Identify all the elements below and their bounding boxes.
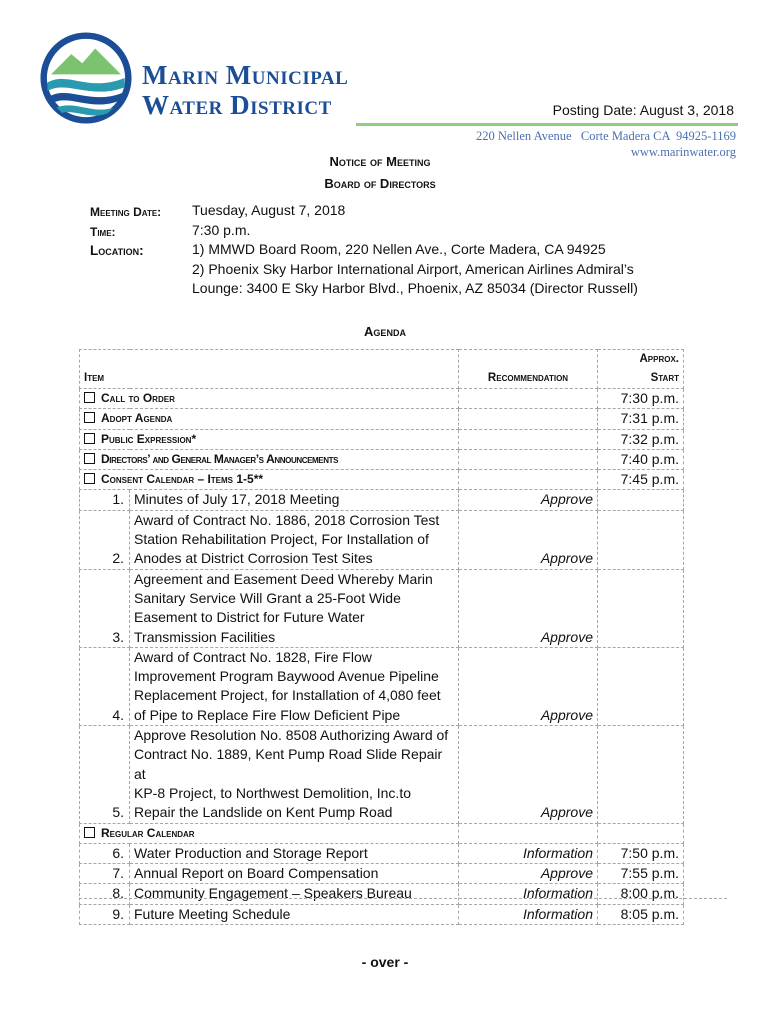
item-title-line: of Pipe to Replace Fire Flow Deficient Pipe [134,706,401,723]
location-value [192,240,638,299]
item-number: 4. [80,647,130,725]
item-title-line: Approve Resolution No. 8508 Authorizing Award of [134,727,449,744]
agenda-item-row [80,904,684,924]
recommendation-header: Recommendation [459,350,598,389]
item-title [130,843,459,863]
meeting-time-value: 7:30 p.m. [192,222,251,238]
item-header: Item [80,350,459,389]
item-title-line: Minutes of July 17, 2018 Meeting [134,491,340,508]
item-title-line: Improvement Program Baywood Avenue Pipeline [134,668,439,685]
section-consent-calendar: Consent Calendar – Items 1-5** [80,470,459,490]
org-name-line1: Marin Municipal [142,60,349,90]
item-start-time [598,726,684,823]
item-title-line: Station Rehabilitation Project, For Installation of [134,531,429,548]
meeting-date-value: Tuesday, August 7, 2018 [192,202,346,218]
section-regular-calendar: Regular Calendar [80,823,459,843]
district-website[interactable]: www.marinwater.org [630,145,736,159]
item-start-time: 7:55 p.m. [598,864,684,884]
item-start-time [598,647,684,725]
item-recommendation: Approve [459,647,598,725]
item-number: 1. [80,490,130,510]
section-time: 7:32 p.m. [598,429,684,449]
item-title-line: Award of Contract No. 1828, Fire Flow [134,648,372,665]
item-recommendation: Approve [459,864,598,884]
item-title [130,569,459,647]
item-number: 9. [80,904,130,924]
item-recommendation: Approve [459,726,598,823]
section-time: 7:40 p.m. [598,449,684,469]
item-title-line: Agreement and Easement Deed Whereby Marin [134,570,433,587]
item-title [130,864,459,884]
meeting-time-label: Time: [90,225,116,239]
item-title [130,904,459,924]
item-title-line: Annual Report on Board Compensation [134,865,379,882]
regular-items [80,843,684,924]
item-recommendation: Information [459,843,598,863]
section-row-announcements [80,449,684,469]
header-rule [356,123,738,126]
agenda-item-row [80,490,684,510]
checkbox-icon[interactable] [84,827,95,838]
item-title-line: KP-8 Project, to Northwest Demolition, Inc.to [134,784,411,801]
item-title-line: Award of Contract No. 1886, 2018 Corrosion Test [134,511,440,528]
mmwd-logo [40,32,132,124]
item-title-line: Future Meeting Schedule [134,905,291,922]
board-title: Board of Directors [324,176,436,191]
item-title-line: Replacement Project, for Installation of 4,080 feet [134,687,441,704]
item-title-line: Anodes at District Corrosion Test Sites [134,550,373,567]
agenda-header-row [80,350,684,389]
location-line-2: 2) Phoenix Sky Harbor International Airport, American Airlines Admiral’s [192,260,634,277]
district-address: 220 Nellen Avenue Corte Madera CA 94925-1169 [475,129,736,143]
checkbox-icon[interactable] [84,392,95,403]
checkbox-icon[interactable] [84,412,95,423]
item-recommendation: Information [459,904,598,924]
section-announcements: Directors’ and General Manager’s Announcements [80,449,459,469]
location-line-1: 1) MMWD Board Room, 220 Nellen Ave., Corte Madera, CA 94925 [192,241,606,257]
page-divider [79,898,727,899]
section-time: 7:31 p.m. [598,409,684,429]
item-title-line: Transmission Facilities [134,628,276,645]
agenda-item-row [80,647,684,725]
approx-label: Approx. [639,353,679,365]
item-title-line: Repair the Landslide on Kent Pump Road [134,804,393,821]
org-name-line2: Water District [142,90,332,120]
section-public-expression: Public Expression* [80,429,459,449]
approx-start-header [598,350,684,389]
agenda-item-row [80,884,684,904]
item-number: 6. [80,843,130,863]
agenda-item-row [80,843,684,863]
item-title [130,510,459,569]
item-title-line: Community Engagement – Speakers Bureau [134,885,412,902]
agenda-item-row [80,864,684,884]
item-start-time: 8:00 p.m. [598,884,684,904]
agenda-item-row [80,726,684,823]
section-time: 7:30 p.m. [598,389,684,409]
section-row-consent [80,470,684,490]
checkbox-icon[interactable] [84,473,95,484]
item-start-time [598,569,684,647]
item-start-time: 8:05 p.m. [598,904,684,924]
item-title [130,884,459,904]
section-adopt-agenda: Adopt Agenda [80,409,459,429]
item-title [130,647,459,725]
item-start-time [598,490,684,510]
section-row-call-to-order [80,389,684,409]
agenda-item-row [80,510,684,569]
item-title-line: Water Production and Storage Report [134,844,368,861]
item-number: 2. [80,510,130,569]
over-note: - over - [361,954,409,970]
section-row-regular [80,823,684,843]
notice-title: Notice of Meeting [329,154,431,169]
item-recommendation: Approve [459,569,598,647]
start-label: Start [650,372,679,384]
agenda-title: Agenda [364,324,406,339]
location-label: Location: [90,243,144,258]
location-line-3: Lounge: 3400 E Sky Harbor Blvd., Phoenix, AZ 85034 (Director Russell) [192,280,638,296]
item-title-line: Contract No. 1889, Kent Pump Road Slide Repair at [134,746,443,782]
checkbox-icon[interactable] [84,453,95,464]
item-title-line: Sanitary Service Will Grant a 25-Foot Wide [134,589,401,606]
item-recommendation: Approve [459,510,598,569]
item-recommendation: Approve [459,490,598,510]
meeting-date-label: Meeting Date: [90,205,162,219]
section-row-public-expression [80,429,684,449]
posting-date: Posting Date: August 3, 2018 [552,102,734,118]
item-recommendation: Information [459,884,598,904]
item-start-time: 7:50 p.m. [598,843,684,863]
item-number: 3. [80,569,130,647]
item-number: 8. [80,884,130,904]
checkbox-icon[interactable] [84,433,95,444]
item-title [130,726,459,823]
item-title [130,490,459,510]
agenda-table [79,349,684,925]
item-number: 5. [80,726,130,823]
item-title-line: Easement to District for Future Water [134,609,365,626]
agenda-item-row [80,569,684,647]
section-call-to-order: Call to Order [80,389,459,409]
section-row-adopt-agenda [80,409,684,429]
item-number: 7. [80,864,130,884]
consent-items [80,490,684,823]
section-time: 7:45 p.m. [598,470,684,490]
item-start-time [598,510,684,569]
